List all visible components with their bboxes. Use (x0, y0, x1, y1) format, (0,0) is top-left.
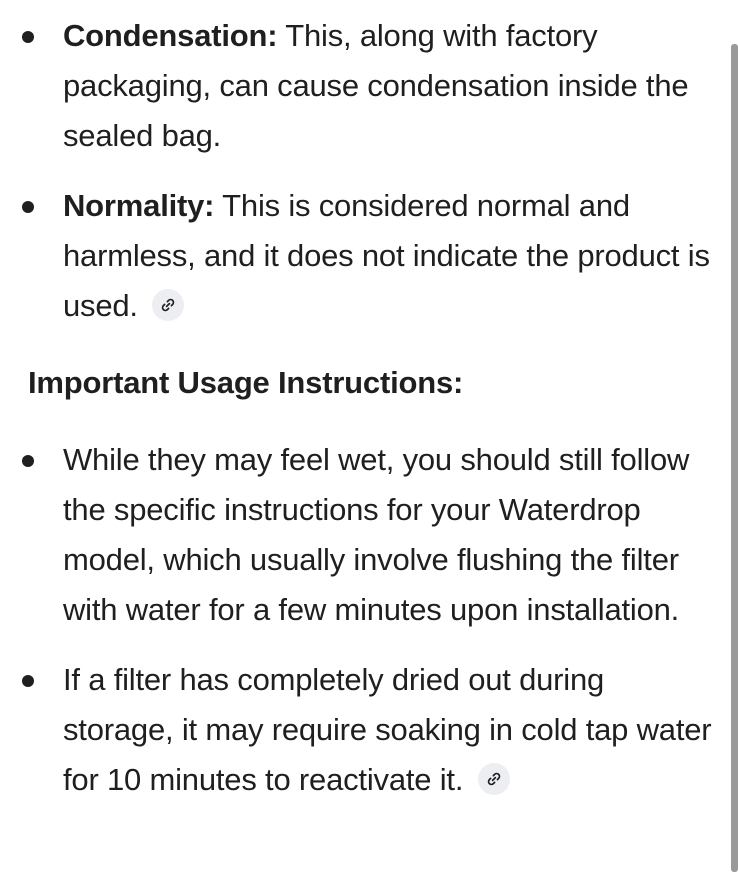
list-item (0, 655, 720, 805)
list-item (0, 435, 720, 635)
bullet-icon (22, 675, 34, 687)
list-item-text: This is considered normal and harmless, and it does not indicate the product is used. (63, 188, 710, 323)
list-item-label: Condensation: (63, 18, 278, 53)
bullet-list-facts (0, 11, 720, 331)
scrollbar[interactable] (731, 44, 738, 872)
source-link-button[interactable] (478, 763, 510, 795)
section-heading: Important Usage Instructions: (28, 365, 464, 400)
bullet-list-instructions (0, 435, 720, 805)
list-item-label: Normality: (63, 188, 215, 223)
bullet-icon (22, 201, 34, 213)
list-item-text: If a filter has completely dried out during storage, it may require soaking in cold tap water for 10 minutes to reactivate it. (63, 662, 712, 797)
source-link-button[interactable] (152, 289, 184, 321)
link-icon (486, 771, 502, 787)
bullet-icon (22, 31, 34, 43)
list-item (0, 11, 720, 161)
list-item-text: While they may feel wet, you should still follow the specific instructions for your Waterdrop model, which usually involve flushing the filter with water for a few minutes upon installation. (63, 442, 690, 627)
link-icon (160, 297, 176, 313)
list-item-text: This, along with factory packaging, can cause condensation inside the sealed bag. (63, 18, 689, 153)
bullet-icon (22, 455, 34, 467)
list-item (0, 181, 720, 331)
